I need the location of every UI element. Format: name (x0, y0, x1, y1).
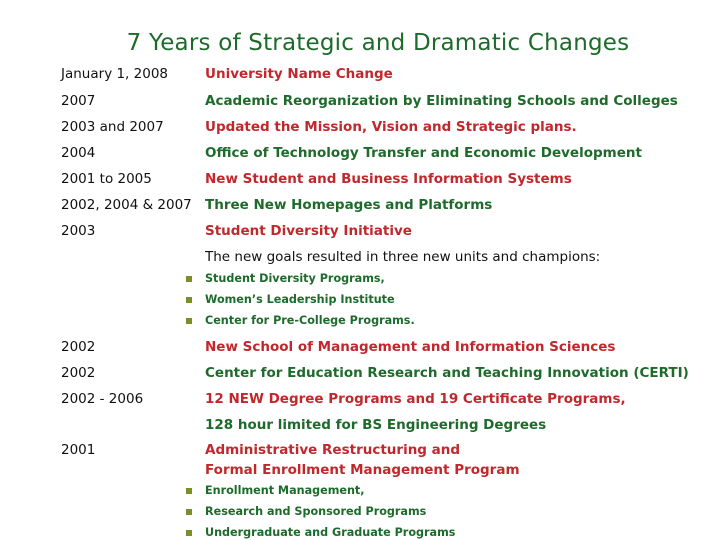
entry-event: New Student and Business Information Systems (205, 171, 572, 187)
bullet-icon (186, 297, 192, 303)
entry-event: 12 NEW Degree Programs and 19 Certificate Programs, (205, 391, 626, 407)
bullet-icon (186, 318, 192, 324)
entry-date: 2001 to 2005 (61, 171, 152, 187)
restructuring-unit: Enrollment Management, (205, 484, 365, 497)
bullet-icon (186, 509, 192, 515)
diversity-unit: Women’s Leadership Institute (205, 293, 395, 306)
entry-date: 2007 (61, 93, 96, 109)
entry-date: 2003 and 2007 (61, 119, 164, 135)
bullet-icon (186, 276, 192, 282)
entry-event-line2: Formal Enrollment Management Program (205, 462, 520, 478)
entry-event: Updated the Mission, Vision and Strategic plans. (205, 119, 577, 135)
entry-event: Student Diversity Initiative (205, 223, 412, 239)
entry-event: University Name Change (205, 66, 393, 82)
entry-date: 2002 - 2006 (61, 391, 144, 407)
entry-date: January 1, 2008 (61, 66, 168, 82)
entry-date: 2003 (61, 223, 96, 239)
entry-event: New School of Management and Information Sciences (205, 339, 616, 355)
diversity-unit: Student Diversity Programs, (205, 272, 385, 285)
page-title: 7 Years of Strategic and Dramatic Changes (126, 30, 630, 56)
diversity-unit: Center for Pre-College Programs. (205, 314, 415, 327)
entry-date: 2002 (61, 365, 96, 381)
entry-date: 2001 (61, 442, 96, 458)
restructuring-unit: Undergraduate and Graduate Programs (205, 526, 456, 539)
degree-note: 128 hour limited for BS Engineering Degrees (205, 417, 547, 433)
entry-event: Office of Technology Transfer and Economic Development (205, 145, 642, 161)
entry-date: 2002 (61, 339, 96, 355)
entry-date: 2004 (61, 145, 96, 161)
restructuring-unit: Research and Sponsored Programs (205, 505, 427, 518)
diversity-note: The new goals resulted in three new units and champions: (205, 249, 601, 265)
entry-event: Center for Education Research and Teaching Innovation (CERTI) (205, 365, 689, 381)
bullet-icon (186, 488, 192, 494)
entry-event: Three New Homepages and Platforms (205, 197, 493, 213)
bullet-icon (186, 530, 192, 536)
entry-event: Administrative Restructuring and (205, 442, 461, 458)
entry-date: 2002, 2004 & 2007 (61, 197, 192, 213)
entry-event: Academic Reorganization by Eliminating Schools and Colleges (205, 93, 678, 109)
